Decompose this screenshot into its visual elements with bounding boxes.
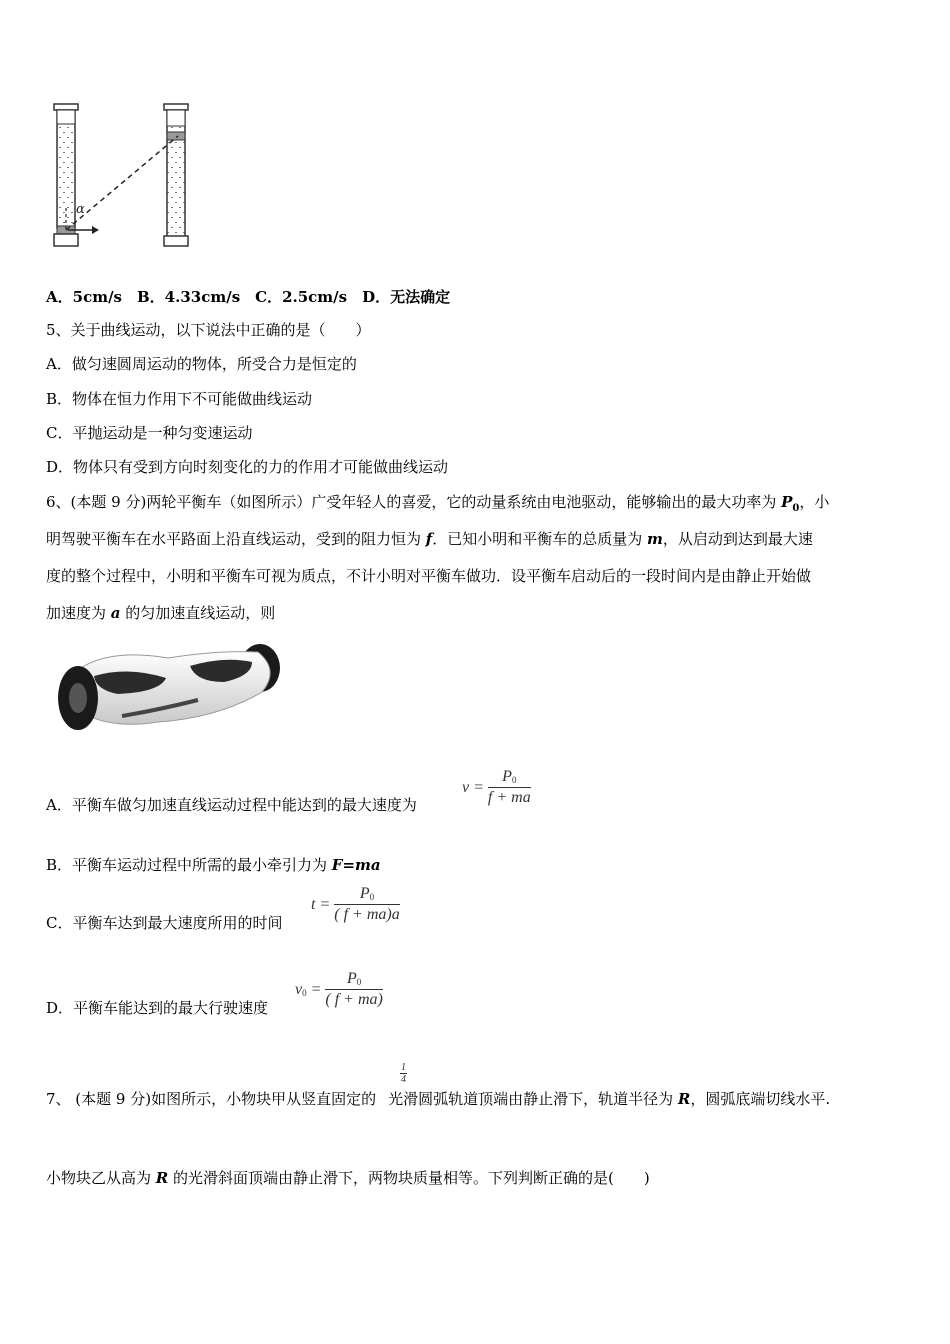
q6-stem-line1: 6、(本题 9 分)两轮平衡车（如图所示）广受年轻人的喜爱，它的动量系统由电池驱动，能够输出的最大功率为 $P_0$，小	[46, 493, 830, 514]
q6-option-d: D．平衡车能达到的最大行驶速度	[46, 999, 269, 1017]
q6-option-d-formula: $v_0$ = $\frac{P_0}{( f + ma)}$	[295, 970, 383, 1008]
q6-stem-line2: 明驾驶平衡车在水平路面上沿直线运动，受到的阻力恒为 f．已知小明和平衡车的总质量为 m，从启动到达到最大速	[46, 530, 813, 548]
q4-options: A．5cm/s B．4.33cm/s C．2.5cm/s D．无法确定	[46, 288, 451, 306]
q6-option-a: A．平衡车做匀加速直线运动过程中能达到的最大速度为	[46, 796, 417, 814]
right-tube	[164, 104, 188, 246]
hoverboard-figure	[48, 640, 283, 740]
left-tube	[54, 104, 78, 246]
angle-label: α	[76, 202, 85, 217]
q5-option-a: A．做匀速圆周运动的物体，所受合力是恒定的	[46, 355, 357, 373]
tubes-figure	[46, 100, 206, 252]
q6-option-c-formula: t = $\frac{P_0}{( f + ma)a}$	[311, 885, 400, 923]
q6-option-a-formula: v = $\frac{P_0}{f + ma}$	[462, 768, 531, 806]
q5-option-d: D．物体只有受到方向时刻变化的力的作用才可能做曲线运动	[46, 458, 449, 476]
q7-quarter-fraction: 1 4	[401, 1062, 406, 1085]
q6-stem-line4: 加速度为 a 的匀加速直线运动，则	[46, 604, 276, 622]
arrow-head-icon	[92, 226, 99, 234]
q5-option-b: B．物体在恒力作用下不可能做曲线运动	[46, 390, 313, 408]
q7-stem-line2: 小物块乙从高为 R 的光滑斜面顶端由静止滑下，两物块质量相等。下列判断正确的是( )	[46, 1169, 650, 1187]
q6-option-c: C．平衡车达到最大速度所用的时间	[46, 914, 283, 932]
q5-stem: 5、关于曲线运动，以下说法中正确的是（ ）	[46, 321, 371, 339]
q7-stem-line1: 7、 (本题 9 分)如图所示，小物块甲从竖直固定的 光滑圆弧轨道顶端由静止滑下，轨道半径为 R，圆弧底端切线水平.	[46, 1090, 831, 1108]
q6-option-b: B．平衡车运动过程中所需的最小牵引力为 F=ma	[46, 856, 381, 874]
q6-stem-line3: 度的整个过程中，小明和平衡车可视为质点，不计小明对平衡车做功．设平衡车启动后的一段时间内是由静止开始做	[46, 567, 812, 585]
q5-option-c: C．平抛运动是一种匀变速运动	[46, 424, 253, 442]
